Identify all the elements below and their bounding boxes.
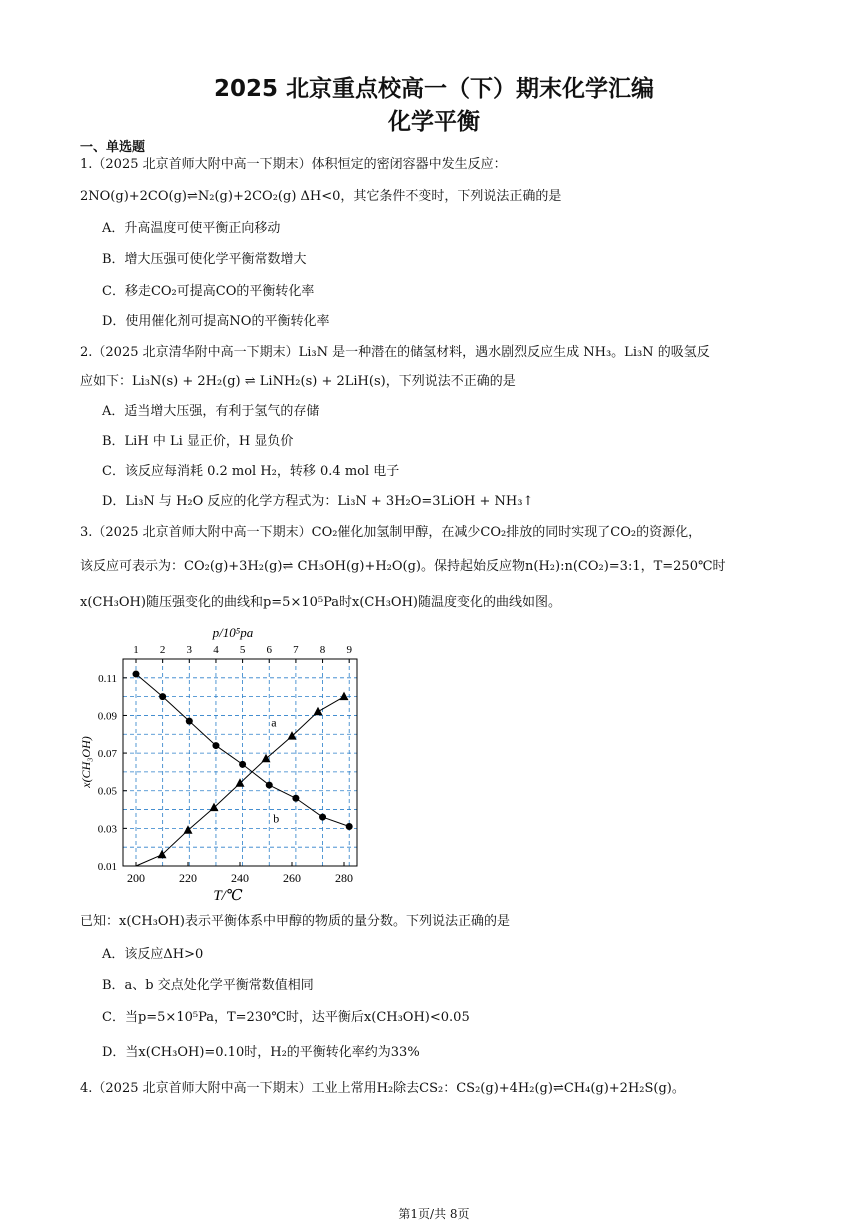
- page-subtitle: 化学平衡: [388, 109, 480, 135]
- page-footer: 第1页/共 8页: [398, 1207, 470, 1221]
- x-ch3oh-chart: [78, 622, 378, 904]
- q1-equation: 2NO(g)+2CO(g)⇌N₂(g)+2CO₂(g) ΔH<0，其它条件不变时，下列说法正确的是: [80, 189, 562, 204]
- y-tick-label: 0.03: [97, 823, 117, 836]
- y-axis-label: x(CH₃OH): [79, 736, 93, 788]
- top-tick-label: 1: [133, 644, 139, 656]
- series-a-point: [184, 825, 193, 834]
- bottom-tick-label: 220: [179, 871, 197, 885]
- top-axis-label: p/10⁵pa: [212, 625, 254, 640]
- q3-stem-line3: x(CH₃OH)随压强变化的曲线和p=5×10⁵Pa时x(CH₃OH)随温度变化的曲线如图。: [80, 595, 561, 610]
- q3-option-a: A．该反应ΔH>0: [102, 947, 204, 962]
- q2-stem-line1: 2.（2025 北京清华附中高一下期末）Li₃N 是一种潜在的储氢材料，遇水剧烈反应生成 NH₃。Li₃N 的吸氢反: [80, 345, 710, 360]
- top-tick-label: 2: [159, 644, 166, 656]
- y-tick-label: 0.07: [97, 748, 117, 761]
- q3-option-c: C．当p=5×10⁵Pa，T=230℃时，达平衡后x(CH₃OH)<0.05: [102, 1010, 470, 1025]
- q2-option-c: C．该反应每消耗 0.2 mol H₂，转移 0.4 mol 电子: [102, 464, 400, 479]
- series-a-point: [236, 778, 245, 787]
- series-a-label: a: [271, 715, 277, 730]
- series-b-point: [292, 795, 299, 802]
- q2-stem-line2: 应如下：Li₃N(s) + 2H₂(g) ⇌ LiNH₂(s) + 2LiH(s)，下列说法不正确的是: [80, 374, 516, 389]
- series-b-point: [266, 782, 273, 789]
- top-tick-label: 3: [186, 644, 193, 656]
- q3-option-b: B．a、b 交点处化学平衡常数值相同: [102, 978, 314, 993]
- series-b-point: [212, 742, 219, 749]
- series-b-label: b: [273, 811, 280, 826]
- top-tick-label: 7: [293, 644, 299, 656]
- top-tick-label: 9: [346, 644, 352, 656]
- q3-stem-line1: 3.（2025 北京首师大附中高一下期末）CO₂催化加氢制甲醇，在减少CO₂排放的同时实现了CO₂的资源化，: [80, 525, 702, 540]
- bottom-tick-label: 260: [283, 871, 301, 885]
- bottom-axis-label: T/℃: [213, 888, 243, 904]
- series-a-point: [340, 692, 349, 701]
- series-b-point: [133, 671, 140, 678]
- q3-known: 已知：x(CH₃OH)表示平衡体系中甲醇的物质的量分数。下列说法正确的是: [80, 914, 510, 929]
- series-b-point: [346, 823, 353, 830]
- bottom-tick-label: 280: [335, 871, 353, 885]
- series-a-point: [210, 803, 219, 812]
- q2-option-a: A．适当增大压强，有利于氢气的存储: [102, 404, 320, 419]
- q1-stem: 1.（2025 北京首师大附中高一下期末）体积恒定的密闭容器中发生反应：: [80, 157, 507, 172]
- q4-stem: 4.（2025 北京首师大附中高一下期末）工业上常用H₂除去CS₂：CS₂(g)+4H₂(g)⇌CH₄(g)+2H₂S(g)。: [80, 1081, 685, 1096]
- series-a-point: [288, 731, 297, 740]
- top-tick-label: 8: [319, 644, 326, 656]
- bottom-tick-label: 240: [231, 871, 249, 885]
- series-b-point: [186, 718, 193, 725]
- q1-option-b: B．增大压强可使化学平衡常数增大: [102, 252, 307, 267]
- series-b-point: [159, 693, 166, 700]
- chart: [78, 622, 378, 908]
- y-tick-label: 0.09: [97, 710, 117, 723]
- series-b-point: [319, 814, 326, 821]
- q3-stem-line2: 该反应可表示为：CO₂(g)+3H₂(g)⇌ CH₃OH(g)+H₂O(g)。保持起始反应物n(H₂):n(CO₂)=3:1，T=250℃时: [80, 559, 726, 574]
- top-tick-label: 6: [266, 644, 272, 656]
- q2-option-d: D．Li₃N 与 H₂O 反应的化学方程式为：Li₃N + 3H₂O=3LiOH + NH₃↑: [102, 494, 534, 509]
- series-b-point: [239, 761, 246, 768]
- q3-option-d: D．当x(CH₃OH)=0.10时，H₂的平衡转化率约为33%: [102, 1045, 420, 1060]
- q2-option-b: B．LiH 中 Li 显正价，H 显负价: [102, 434, 294, 449]
- page-title: 2025 北京重点校高一（下）期末化学汇编: [213, 76, 655, 102]
- q1-option-d: D．使用催化剂可提高NO的平衡转化率: [102, 314, 330, 329]
- series-a-point: [314, 707, 323, 716]
- bottom-tick-label: 200: [127, 871, 145, 885]
- q1-option-c: C．移走CO₂可提高CO的平衡转化率: [102, 284, 315, 299]
- y-tick-label: 0.05: [97, 785, 117, 798]
- y-tick-label: 0.11: [98, 672, 117, 685]
- top-tick-label: 5: [239, 644, 246, 656]
- section-heading: 一、单选题: [80, 140, 146, 155]
- y-tick-label: 0.01: [97, 861, 117, 873]
- top-tick-label: 4: [213, 644, 219, 656]
- q1-option-a: A．升高温度可使平衡正向移动: [102, 221, 281, 236]
- series-a-point: [158, 850, 167, 859]
